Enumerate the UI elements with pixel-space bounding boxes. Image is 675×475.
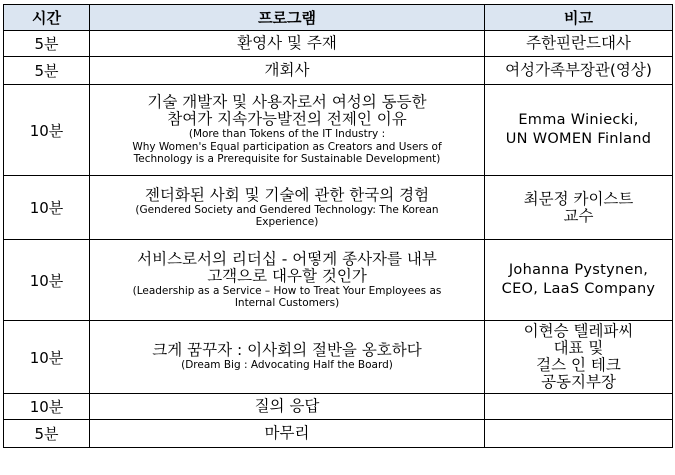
program-subtitle-en: (Leadership as a Service – How to Treat Your Employees as Internal Customers)	[132, 284, 442, 309]
time-cell: 10분	[4, 240, 90, 321]
program-cell	[90, 240, 485, 321]
note-cell: 이현승 텔레파씨 대표 및 걸스 인 테크 공동지부장	[485, 321, 673, 394]
program-cell	[90, 420, 485, 448]
note-cell	[485, 420, 673, 448]
program-cell	[90, 57, 485, 85]
table-row	[4, 394, 673, 420]
note-cell: 최문정 카이스트 교수	[485, 176, 673, 240]
time-cell: 10분	[4, 85, 90, 176]
program-subtitle-en: (Gendered Society and Gendered Technology: The Korean Experience)	[135, 203, 439, 228]
program-title: 젠더화된 사회 및 기술에 관한 한국의 경험	[144, 185, 430, 204]
program-title: 질의 응답	[254, 397, 320, 415]
header-note: 비고	[485, 5, 673, 31]
program-subtitle-en: (More than Tokens of the IT Industry : Why Women's Equal participation as Creators and Users of Technology is a Prerequisite for Sustainable Development)	[132, 128, 442, 166]
program-cell	[90, 85, 485, 176]
schedule-table	[3, 4, 673, 448]
note-cell: 주한핀란드대사	[485, 31, 673, 57]
program-cell	[90, 31, 485, 57]
program-title: 환영사 및 주재	[237, 34, 337, 52]
program-title: 개회사	[264, 61, 310, 79]
header-program: 프로그램	[90, 5, 485, 31]
header-time: 시간	[4, 5, 90, 31]
table-row	[4, 321, 673, 394]
program-title: 마무리	[264, 424, 310, 442]
table-row	[4, 57, 673, 85]
program-cell	[90, 394, 485, 420]
time-cell: 5분	[4, 31, 90, 57]
program-title: 서비스로서의 리더십 - 어떻게 종사자를 내부 고객으로 대우할 것인가	[137, 249, 437, 285]
header-row	[4, 5, 673, 31]
time-cell: 10분	[4, 176, 90, 240]
note-cell	[485, 394, 673, 420]
table-row	[4, 176, 673, 240]
program-subtitle-en: (Dream Big : Advocating Half the Board)	[181, 359, 393, 372]
program-title: 크게 꿈꾸자 : 이사회의 절반을 옹호하다	[152, 341, 422, 360]
time-cell: 5분	[4, 57, 90, 85]
time-cell: 10분	[4, 321, 90, 394]
table-row	[4, 420, 673, 448]
table-row	[4, 240, 673, 321]
table-row	[4, 31, 673, 57]
program-cell	[90, 321, 485, 394]
note-cell: Emma Winiecki, UN WOMEN Finland	[485, 85, 673, 176]
program-cell	[90, 176, 485, 240]
program-title: 기술 개발자 및 사용자로서 여성의 동등한 참여가 지속가능발전의 전제인 이유	[147, 93, 427, 129]
time-cell: 10분	[4, 394, 90, 420]
time-cell: 5분	[4, 420, 90, 448]
table-row	[4, 85, 673, 176]
note-cell: 여성가족부장관(영상)	[485, 57, 673, 85]
note-cell: Johanna Pystynen, CEO, LaaS Company	[485, 240, 673, 321]
